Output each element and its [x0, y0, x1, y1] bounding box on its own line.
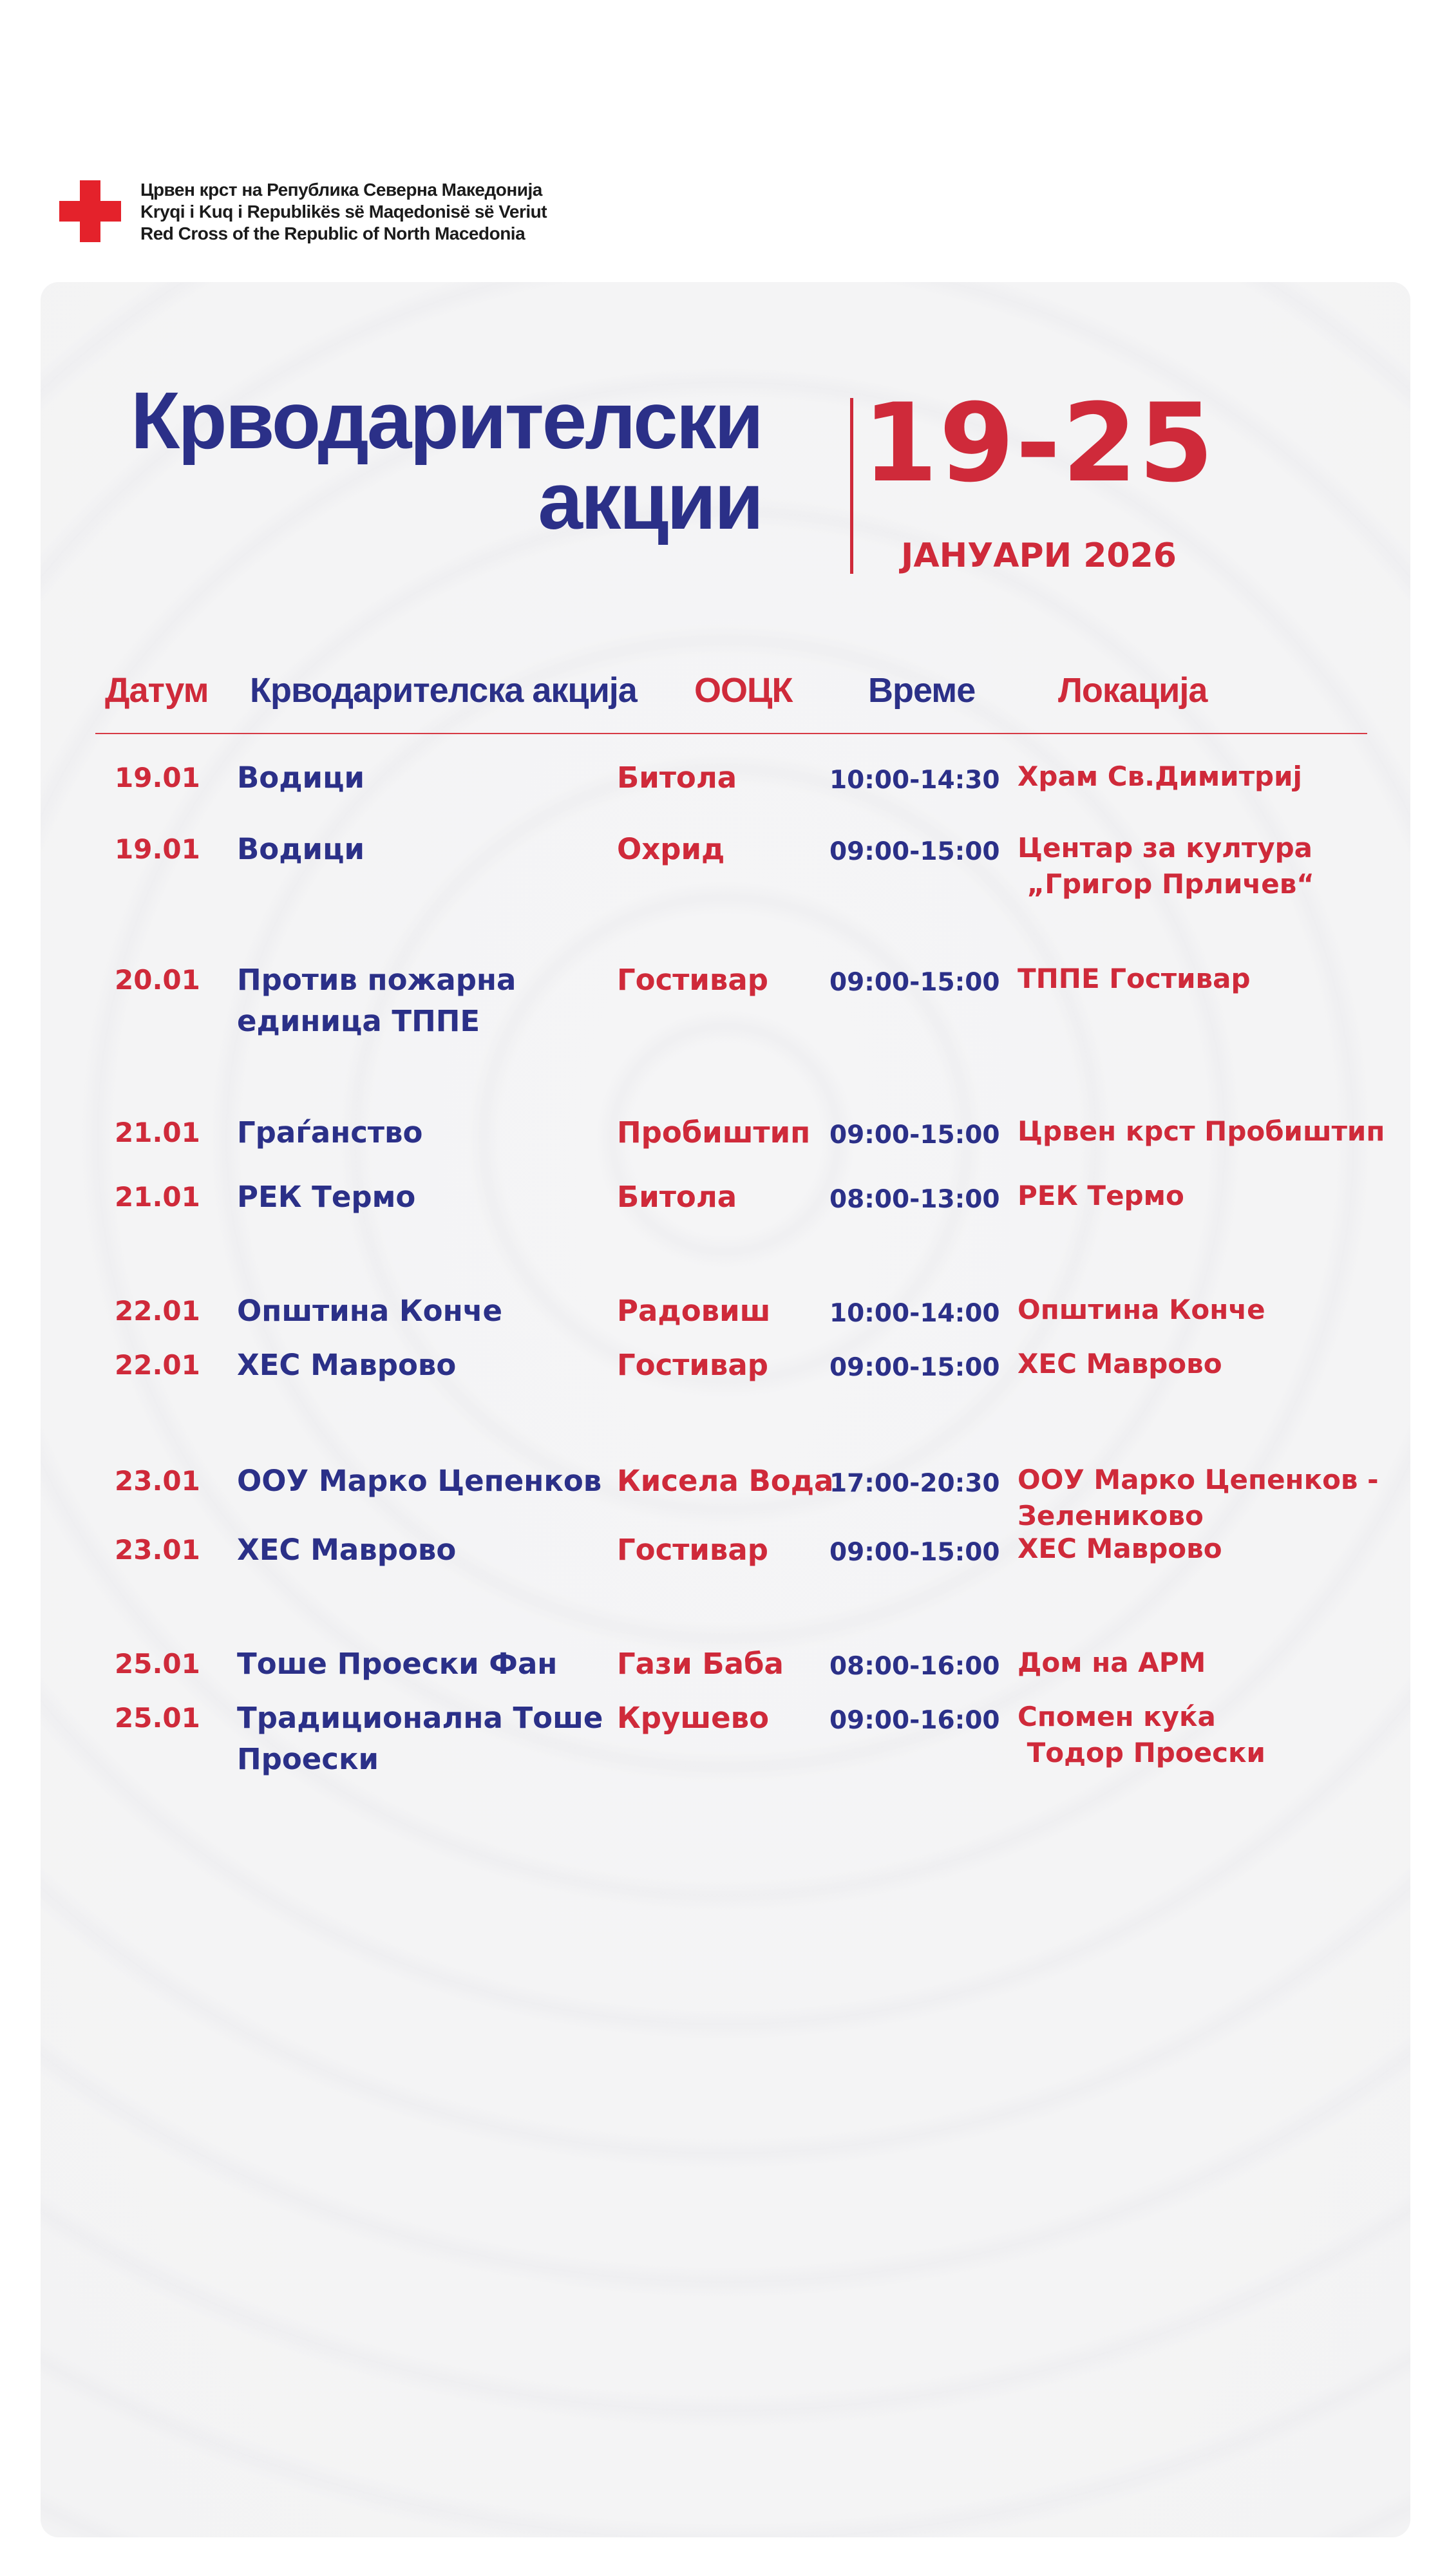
row-location: Спомен куќа Тодор Проески	[1018, 1701, 1265, 1768]
row-time: 09:00-15:00	[829, 1538, 1000, 1567]
row-time: 08:00-16:00	[829, 1652, 1000, 1681]
row-time: 09:00-16:00	[829, 1706, 1000, 1735]
row-action: Традиционална Тоше Проески	[237, 1701, 603, 1776]
row-location: Дом на АРМ	[1018, 1647, 1206, 1678]
header-rule	[95, 733, 1367, 734]
row-action: Против пожарна единица ТППЕ	[237, 963, 516, 1038]
row-time: 10:00-14:00	[829, 1299, 1000, 1328]
row-time: 09:00-15:00	[829, 1353, 1000, 1382]
row-oock: Кисела Вода	[617, 1464, 834, 1498]
row-location: Црвен крст Пробиштип	[1018, 1115, 1385, 1147]
row-date: 23.01	[115, 1534, 200, 1566]
row-location: Општина Конче	[1018, 1294, 1265, 1325]
row-location: Храм Св.Димитриј	[1018, 761, 1302, 792]
row-oock: Гостивар	[617, 1533, 768, 1567]
red-cross-logo	[59, 179, 574, 250]
organization-name-mk: Црвен крст на Република Северна Македонија	[140, 180, 542, 200]
row-oock: Гази Баба	[617, 1647, 784, 1681]
schedule-card	[41, 282, 1410, 2537]
organization-name	[140, 179, 547, 245]
row-location: ХЕС Маврово	[1018, 1348, 1222, 1379]
date-range: 19-25	[862, 380, 1215, 506]
column-header-date: Датум	[105, 671, 209, 710]
row-date: 22.01	[115, 1295, 200, 1327]
row-date: 22.01	[115, 1349, 200, 1381]
row-time: 09:00-15:00	[829, 968, 1000, 997]
row-action: Општина Конче	[237, 1294, 503, 1328]
row-date: 25.01	[115, 1648, 200, 1680]
row-oock: Пробиштип	[617, 1115, 811, 1150]
row-time: 08:00-13:00	[829, 1185, 1000, 1214]
title-divider	[850, 398, 853, 574]
row-oock: Битола	[617, 761, 737, 795]
column-header-oock: ООЦК	[694, 671, 793, 710]
organization-name-sq: Kryqi i Kuq i Republikës së Maqedonisë së Veriut	[140, 202, 547, 222]
row-date: 19.01	[115, 833, 200, 865]
row-location: ХЕС Маврово	[1018, 1533, 1222, 1564]
row-date: 25.01	[115, 1702, 200, 1734]
row-location: РЕК Термо	[1018, 1180, 1184, 1211]
row-oock: Радовиш	[617, 1294, 771, 1328]
organization-name-en: Red Cross of the Republic of North Macedonia	[140, 223, 526, 243]
month-year: ЈАНУАРИ 2026	[901, 536, 1177, 575]
row-oock: Битола	[617, 1180, 737, 1214]
row-action: ХЕС Маврово	[237, 1348, 457, 1382]
row-oock: Гостивар	[617, 963, 768, 997]
column-header-time: Време	[868, 671, 976, 710]
row-time: 09:00-15:00	[829, 837, 1000, 866]
row-date: 20.01	[115, 964, 200, 996]
row-location: ТППЕ Гостивар	[1018, 963, 1251, 994]
row-action: Водици	[237, 761, 365, 795]
title-line: акции	[538, 457, 762, 546]
row-date: 21.01	[115, 1181, 200, 1213]
row-action: РЕК Термо	[237, 1180, 416, 1214]
row-location: ООУ Марко Цепенков - Зелениково	[1018, 1464, 1379, 1531]
row-time: 10:00-14:30	[829, 766, 1000, 795]
page-title	[130, 376, 762, 546]
title-line: Крводарителски	[130, 376, 762, 466]
row-oock: Гостивар	[617, 1348, 768, 1382]
row-date: 19.01	[115, 762, 200, 793]
column-header-location: Локација	[1058, 671, 1208, 710]
column-header-action: Крводарителска акција	[250, 671, 637, 710]
row-date: 23.01	[115, 1465, 200, 1497]
row-location: Центар за култура „Григор Прличев“	[1018, 832, 1314, 900]
row-oock: Охрид	[617, 832, 725, 866]
red-cross-icon	[59, 180, 121, 242]
row-action: Граѓанство	[237, 1115, 423, 1150]
row-action: ХЕС Маврово	[237, 1533, 457, 1567]
row-time: 17:00-20:30	[829, 1469, 1000, 1498]
row-action: Водици	[237, 832, 365, 866]
row-oock: Крушево	[617, 1701, 770, 1735]
row-action: ООУ Марко Цепенков	[237, 1464, 602, 1498]
row-action: Тоше Проески Фан	[237, 1647, 558, 1681]
row-time: 09:00-15:00	[829, 1121, 1000, 1150]
row-date: 21.01	[115, 1117, 200, 1148]
